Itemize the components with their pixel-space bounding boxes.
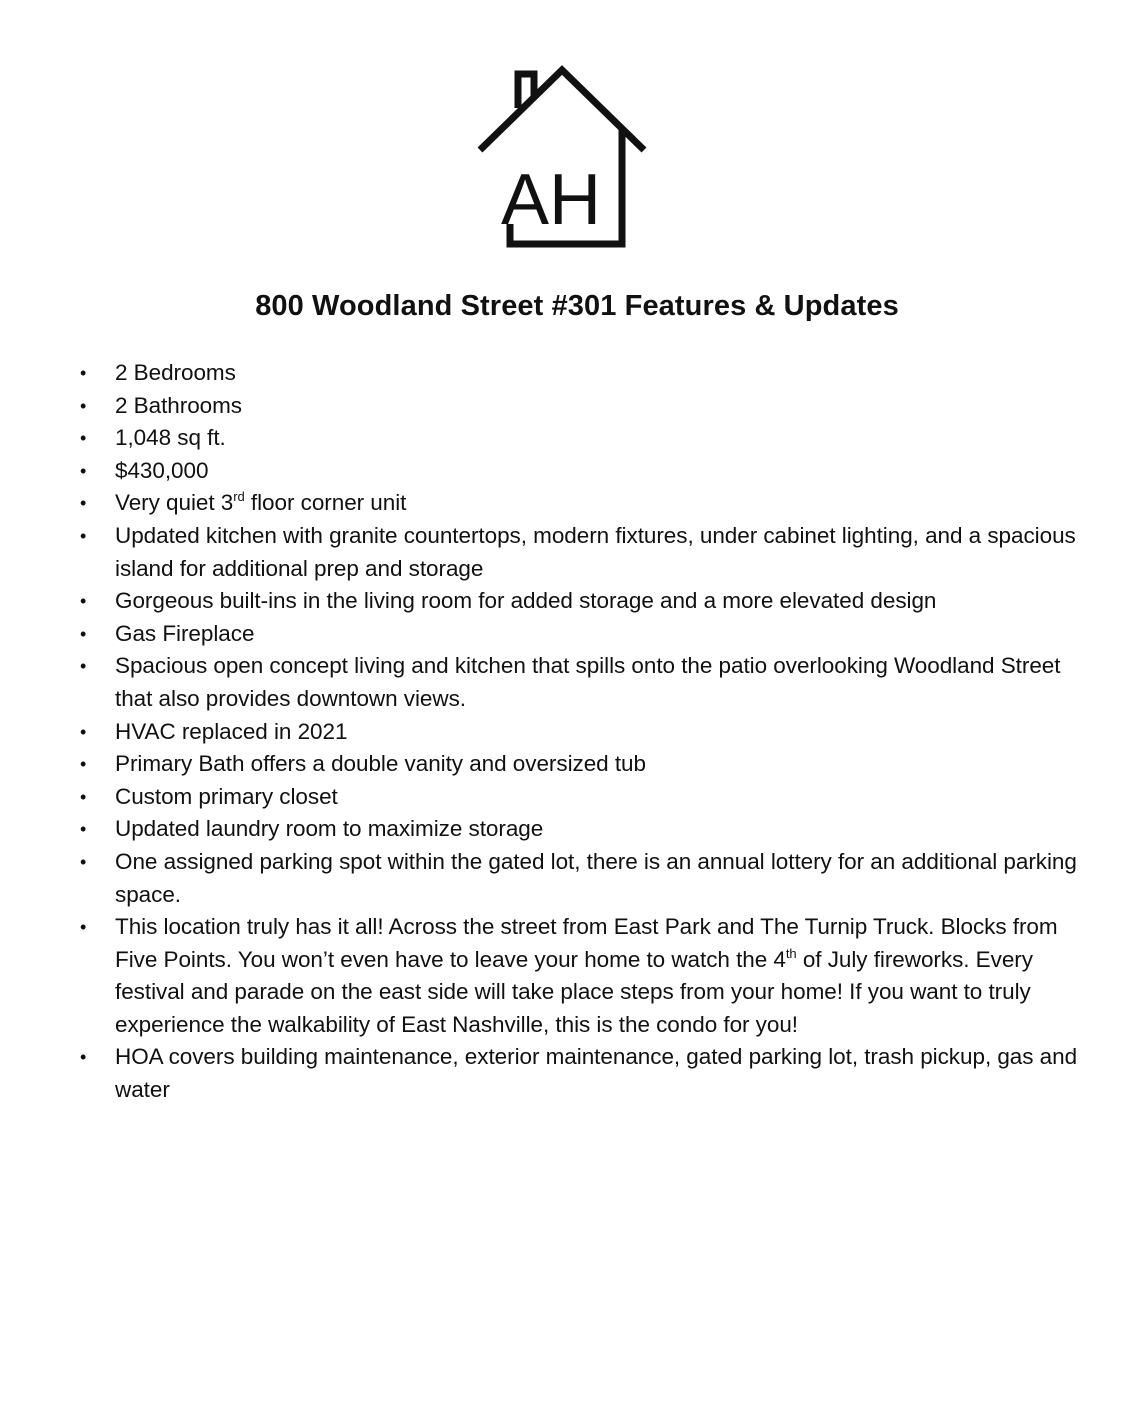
- feature-text: Updated kitchen with granite countertops, modern fixtures, under cabinet lighting, and a spacious island for additional prep and storage: [115, 522, 1076, 581]
- bullet-icon: •: [80, 721, 87, 742]
- feature-text: HVAC replaced in 2021: [115, 718, 348, 744]
- bullet-icon: •: [80, 819, 87, 840]
- logo-monogram: AH: [500, 160, 602, 240]
- feature-text: [115, 490, 406, 515]
- ordinal-suffix: th: [785, 945, 797, 961]
- features-list: [0, 357, 1121, 1107]
- feature-item: [0, 748, 1121, 781]
- feature-text: Primary Bath offers a double vanity and oversized tub: [115, 751, 646, 777]
- bullet-icon: •: [80, 428, 87, 449]
- bullet-icon: •: [80, 395, 87, 416]
- bullet-icon: •: [80, 460, 87, 481]
- feature-text: One assigned parking spot within the gated lot, there is an annual lottery for an additional parking space.: [115, 848, 1077, 907]
- feature-item: [0, 716, 1121, 749]
- house-logo: [476, 64, 648, 250]
- feature-text-part: floor corner unit: [244, 490, 407, 516]
- feature-item: [0, 455, 1121, 488]
- feature-text: [115, 914, 1058, 1037]
- house-outline-icon: [476, 64, 648, 250]
- bullet-icon: •: [80, 851, 87, 872]
- feature-item: [0, 520, 1121, 585]
- bullet-icon: •: [80, 754, 87, 775]
- feature-text: 2 Bathrooms: [115, 392, 243, 418]
- feature-text: Custom primary closet: [115, 783, 338, 809]
- bullet-icon: •: [80, 623, 87, 644]
- ordinal-suffix: rd: [233, 489, 245, 505]
- feature-item: [0, 813, 1121, 846]
- feature-item: [0, 618, 1121, 651]
- feature-item: [0, 390, 1121, 423]
- feature-text: HOA covers building maintenance, exterior maintenance, gated parking lot, trash pickup, gas and water: [115, 1044, 1078, 1103]
- feature-text: Gorgeous built-ins in the living room for added storage and a more elevated design: [115, 588, 937, 614]
- bullet-icon: •: [80, 363, 87, 383]
- bullet-icon: •: [80, 493, 87, 514]
- feature-text: 1,048 sq ft.: [115, 425, 226, 451]
- bullet-icon: •: [80, 1047, 87, 1068]
- feature-item: [0, 650, 1121, 715]
- feature-item: [0, 487, 1121, 520]
- feature-item: [0, 1041, 1121, 1106]
- feature-text-part: of July fireworks. Every festival and parade on the east side will take place steps from your home! If you want to truly experience the walkability of East Nashville, this is the condo for you!: [115, 946, 1033, 1037]
- page-title: 800 Woodland Street #301 Features & Updates: [255, 290, 899, 322]
- bullet-icon: •: [80, 656, 87, 677]
- feature-item: [0, 585, 1121, 618]
- bullet-icon: •: [80, 591, 87, 612]
- feature-text: Updated laundry room to maximize storage: [115, 816, 544, 842]
- bullet-icon: •: [80, 917, 87, 938]
- feature-text: 2 Bedrooms: [115, 360, 236, 385]
- feature-text: Spacious open concept living and kitchen that spills onto the patio overlooking Woodland Street that also provides downtown views.: [115, 653, 1061, 711]
- feature-item: [0, 422, 1121, 455]
- feature-item: [0, 781, 1121, 814]
- feature-item: [0, 911, 1121, 1041]
- bullet-icon: •: [80, 786, 87, 807]
- feature-item: [0, 357, 1121, 390]
- feature-text-part: This location truly has it all! Across the street from East Park and The Turnip Truck. Blocks from Five Points. You won’t even have to leave your home to watch the 4: [115, 914, 1058, 972]
- feature-text-part: Very quiet 3: [115, 490, 234, 516]
- feature-text: $430,000: [115, 457, 209, 483]
- feature-item: [0, 846, 1121, 911]
- bullet-icon: •: [80, 525, 87, 546]
- feature-text: Gas Fireplace: [115, 620, 255, 646]
